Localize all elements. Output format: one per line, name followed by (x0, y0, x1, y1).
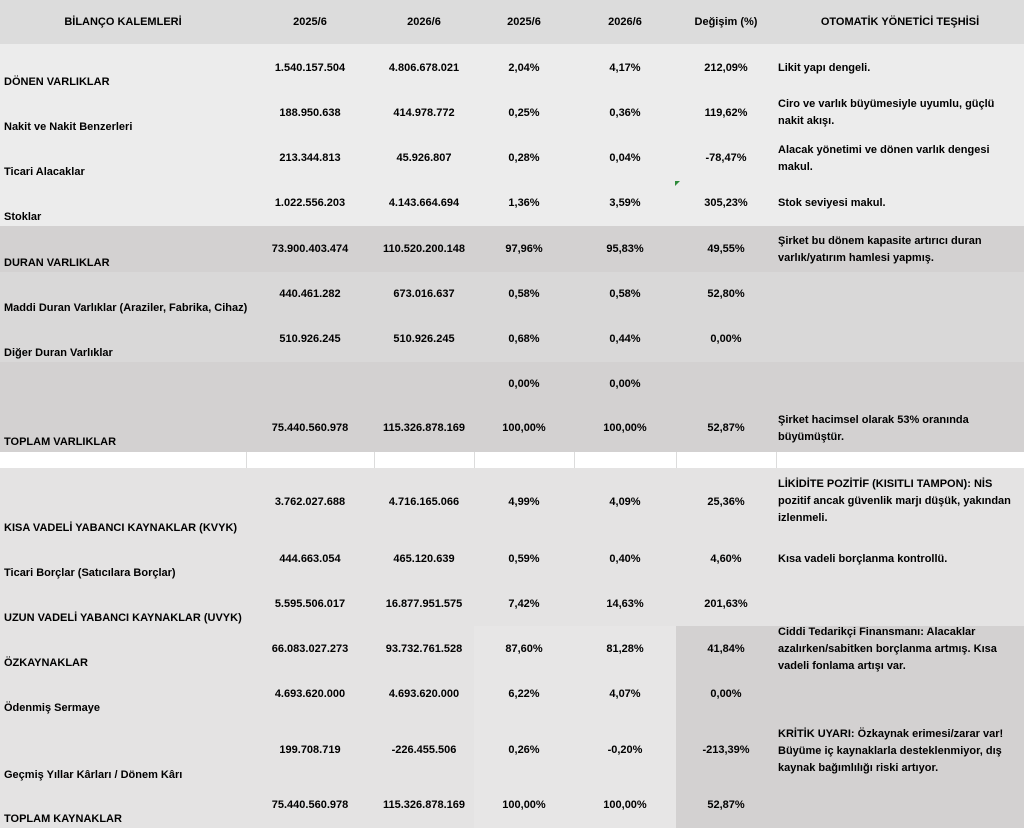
value-2025: 1.540.157.504 (274, 62, 346, 74)
error-indicator-icon (675, 181, 680, 186)
row-label: Stoklar (4, 211, 42, 223)
value-2025: 213.344.813 (279, 152, 341, 164)
diagnosis-text: Şirket bu dönem kapasite artırıcı duran varlık/yatırım hamlesi yapmış. (778, 235, 982, 264)
share-2026: 0,04% (609, 152, 641, 164)
change-percent: -78,47% (705, 152, 747, 164)
value-2026: -226.455.506 (391, 744, 457, 756)
share-2025: 0,00% (508, 378, 540, 390)
header-diagnosis: OTOMATİK YÖNETİCİ TEŞHİSİ (820, 16, 980, 28)
value-2026: 93.732.761.528 (385, 643, 463, 655)
header-change: Değişim (%) (694, 16, 758, 28)
share-2025: 100,00% (502, 799, 546, 811)
value-2025: 73.900.403.474 (271, 243, 349, 255)
gap-divider (776, 452, 777, 468)
diagnosis-text: Ciddi Tedarikçi Finansmanı: Alacaklar azalırken/sabitken borçlanma artmış. Kısa vadeli fonlama artışı var. (778, 626, 997, 672)
value-2025: 444.663.054 (279, 553, 341, 565)
gap-divider (374, 452, 375, 468)
value-2026: 4.143.664.694 (388, 197, 460, 209)
share-2026: 4,17% (609, 62, 641, 74)
share-2025: 100,00% (502, 422, 546, 434)
diagnosis-text: Şirket hacimsel olarak 53% oranında büyümüştür. (778, 414, 969, 443)
diagnosis-text: Stok seviyesi makul. (778, 197, 886, 209)
gap-divider (474, 452, 475, 468)
header-row (0, 0, 1024, 44)
row-label: Geçmiş Yıllar Kârları / Dönem Kârı (4, 769, 183, 781)
value-2025: 75.440.560.978 (271, 422, 349, 434)
change-percent: 52,80% (707, 288, 745, 300)
row-label: Nakit ve Nakit Benzerleri (4, 121, 133, 133)
diagnosis-text: Ciro ve varlık büyümesiyle uyumlu, güçlü nakit akışı. (778, 98, 995, 127)
share-2025: 7,42% (508, 598, 540, 610)
row-label: Ödenmiş Sermaye (4, 702, 100, 714)
liabilities-share-band (474, 626, 676, 828)
share-2025: 0,59% (508, 553, 540, 565)
change-percent: 201,63% (704, 598, 748, 610)
gap-divider (676, 452, 677, 468)
value-2026: 465.120.639 (393, 553, 455, 565)
share-2026: 4,07% (609, 688, 641, 700)
share-2025: 0,25% (508, 107, 540, 119)
value-2025: 66.083.027.273 (271, 643, 349, 655)
value-2025: 199.708.719 (279, 744, 341, 756)
value-2026: 673.016.637 (393, 288, 455, 300)
value-2025: 75.440.560.978 (271, 799, 349, 811)
row-label: TOPLAM KAYNAKLAR (4, 813, 122, 825)
change-percent: 4,60% (710, 553, 742, 565)
share-2026: 0,44% (609, 333, 641, 345)
share-2025: 87,60% (505, 643, 543, 655)
value-2025: 5.595.506.017 (274, 598, 346, 610)
row-label: KISA VADELİ YABANCI KAYNAKLAR (KVYK) (4, 522, 238, 534)
header-2025-share: 2025/6 (507, 16, 541, 28)
diagnosis-text: LİKİDİTE POZİTİF (KISITLI TAMPON): NİS pozitif ancak güvenlik marjı düşük, yakından izlenmeli. (778, 478, 1011, 524)
gap-divider (574, 452, 575, 468)
section-gap (0, 452, 1024, 468)
header-2025-value: 2025/6 (293, 16, 327, 28)
share-2025: 2,04% (508, 62, 540, 74)
share-2025: 0,58% (508, 288, 540, 300)
value-2026: 115.326.878.169 (383, 422, 465, 434)
share-2026: 14,63% (606, 598, 644, 610)
value-2025: 1.022.556.203 (274, 197, 346, 209)
share-2025: 6,22% (508, 688, 540, 700)
value-2026: 4.693.620.000 (388, 688, 460, 700)
diagnosis-text: KRİTİK UYARI: Özkaynak erimesi/zarar var! Büyüme iç kaynaklarla desteklenmiyor, dış kaynak bağımlılığı riski artıyor. (778, 728, 1004, 774)
value-2026: 414.978.772 (393, 107, 455, 119)
value-2025: 440.461.282 (279, 288, 341, 300)
share-2026: 81,28% (606, 643, 644, 655)
share-2025: 0,26% (508, 744, 540, 756)
header-2026-share: 2026/6 (608, 16, 642, 28)
value-2026: 45.926.807 (396, 152, 452, 164)
row-label: TOPLAM VARLIKLAR (4, 436, 117, 448)
change-percent: -213,39% (702, 744, 750, 756)
value-2026: 4.716.165.066 (388, 496, 460, 508)
value-2026: 510.926.245 (393, 333, 455, 345)
value-2025: 188.950.638 (279, 107, 341, 119)
value-2026: 110.520.200.148 (383, 243, 465, 255)
row-label: DURAN VARLIKLAR (4, 257, 110, 269)
change-percent: 52,87% (707, 799, 745, 811)
share-2025: 0,28% (508, 152, 540, 164)
change-percent: 0,00% (710, 688, 742, 700)
diagnosis-text: Kısa vadeli borçlanma kontrollü. (778, 553, 948, 565)
share-2025: 0,68% (508, 333, 540, 345)
value-2025: 4.693.620.000 (274, 688, 346, 700)
share-2026: 95,83% (606, 243, 644, 255)
change-percent: 212,09% (704, 62, 748, 74)
row-label: DÖNEN VARLIKLAR (4, 76, 110, 88)
change-percent: 25,36% (707, 496, 745, 508)
row-label: Ticari Alacaklar (4, 166, 85, 178)
diagnosis-text: Alacak yönetimi ve dönen varlık dengesi makul. (778, 144, 990, 173)
value-2026: 16.877.951.575 (385, 598, 463, 610)
share-2025: 1,36% (508, 197, 540, 209)
gap-divider (246, 452, 247, 468)
share-2026: 100,00% (603, 422, 647, 434)
share-2025: 4,99% (508, 496, 540, 508)
value-2026: 4.806.678.021 (388, 62, 460, 74)
header-2026-value: 2026/6 (407, 16, 441, 28)
fixed-assets-detail-band (0, 272, 1024, 362)
header-item: BİLANÇO KALEMLERİ (64, 16, 182, 28)
row-label: Ticari Borçlar (Satıcılara Borçlar) (4, 567, 176, 579)
change-percent: 41,84% (707, 643, 745, 655)
change-percent: 119,62% (704, 107, 748, 119)
value-2025: 3.762.027.688 (274, 496, 346, 508)
share-2026: 100,00% (603, 799, 647, 811)
row-label: ÖZKAYNAKLAR (4, 657, 88, 669)
change-percent: 305,23% (704, 197, 748, 209)
value-2026: 115.326.878.169 (383, 799, 465, 811)
share-2026: 0,40% (609, 553, 641, 565)
diagnosis-text: Likit yapı dengeli. (778, 62, 871, 74)
row-label: Diğer Duran Varlıklar (4, 347, 113, 359)
value-2025: 510.926.245 (279, 333, 341, 345)
share-2025: 97,96% (505, 243, 543, 255)
share-2026: 4,09% (609, 496, 641, 508)
share-2026: -0,20% (607, 744, 643, 756)
share-2026: 0,00% (609, 378, 641, 390)
share-2026: 0,58% (609, 288, 641, 300)
share-2026: 0,36% (609, 107, 641, 119)
row-label: Maddi Duran Varlıklar (Araziler, Fabrika, Cihaz) (4, 302, 248, 314)
row-label: UZUN VADELİ YABANCI KAYNAKLAR (UVYK) (4, 612, 242, 624)
change-percent: 0,00% (710, 333, 742, 345)
share-2026: 3,59% (609, 197, 641, 209)
change-percent: 52,87% (707, 422, 745, 434)
change-percent: 49,55% (707, 243, 745, 255)
